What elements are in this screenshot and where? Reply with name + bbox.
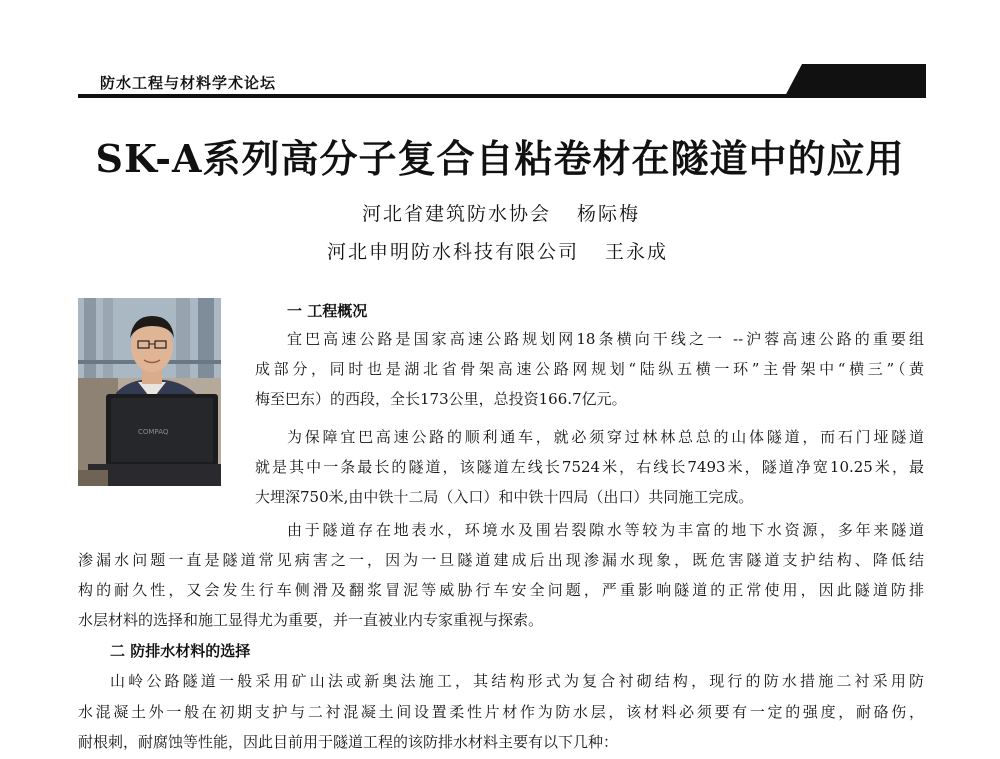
author-line-1	[362, 199, 640, 226]
author-photo	[78, 298, 221, 486]
section-heading-overview: 一 工程概况	[287, 302, 368, 320]
paragraph-line: 宜巴高速公路是国家高速公路规划网18条横向干线之一 --沪蓉高速公路的重要组	[287, 330, 924, 348]
journal-title: 防水工程与材料学术论坛	[100, 74, 277, 92]
author-name: 杨际梅	[577, 203, 641, 225]
section-heading-material-selection: 二 防排水材料的选择	[110, 642, 251, 660]
article-title: SK-A系列高分子复合自粘卷材在隧道中的应用	[95, 136, 905, 181]
paragraph-line: 耐根刺，耐腐蚀等性能，因此目前用于隧道工程的该防排水材料主要有以下几种：	[78, 733, 619, 751]
paragraph-line: 构的耐久性，又会发生行车侧滑及翻浆冒泥等威胁行车安全问题，严重影响隧道的正常使用，因此隧道防排	[78, 581, 924, 599]
paragraph-line: 大埋深750米,由中铁十二局（入口）和中铁十四局（出口）共同施工完成。	[255, 488, 754, 506]
paragraph-line: 渗漏水问题一直是隧道常见病害之一，因为一旦隧道建成后出现渗漏水现象，既危害隧道支护结构、降低结	[78, 551, 924, 569]
paragraph-line: 由于隧道存在地表水，环境水及围岩裂隙水等较为丰富的地下水资源，多年来隧道	[287, 521, 924, 539]
author-org: 河北省建筑防水协会	[362, 203, 552, 225]
author-line-2	[327, 237, 668, 264]
paragraph-line: 水混凝土外一般在初期支护与二衬混凝土间设置柔性片材作为防水层，该材料必须要有一定的强度，耐硌伤，	[78, 703, 924, 721]
journal-header	[78, 64, 926, 100]
header-black-block	[784, 64, 926, 98]
paragraph-line: 水层材料的选择和施工显得尤为重要，并一直被业内专家重视与探索。	[78, 611, 544, 629]
paragraph-line: 成部分，同时也是湖北省骨架高速公路网规划“陆纵五横一环”主骨架中“横三”（黄	[255, 360, 924, 378]
author-org: 河北申明防水科技有限公司	[327, 241, 580, 263]
paragraph-line: 就是其中一条最长的隧道，该隧道左线长7524米，右线长7493米，隧道净宽10.25米，最	[255, 458, 924, 476]
paragraph-line: 山岭公路隧道一般采用矿山法或新奥法施工，其结构形式为复合衬砌结构，现行的防水措施二衬采用防	[110, 672, 924, 690]
paragraph-line: 为保障宜巴高速公路的顺利通车，就必须穿过林林总总的山体隧道，而石门垭隧道	[287, 428, 924, 446]
paragraph-line: 梅至巴东）的西段，全长173公里，总投资166.7亿元。	[255, 390, 627, 408]
laptop-logo-text: COMPAQ	[138, 428, 169, 436]
author-name: 王永成	[605, 241, 669, 263]
